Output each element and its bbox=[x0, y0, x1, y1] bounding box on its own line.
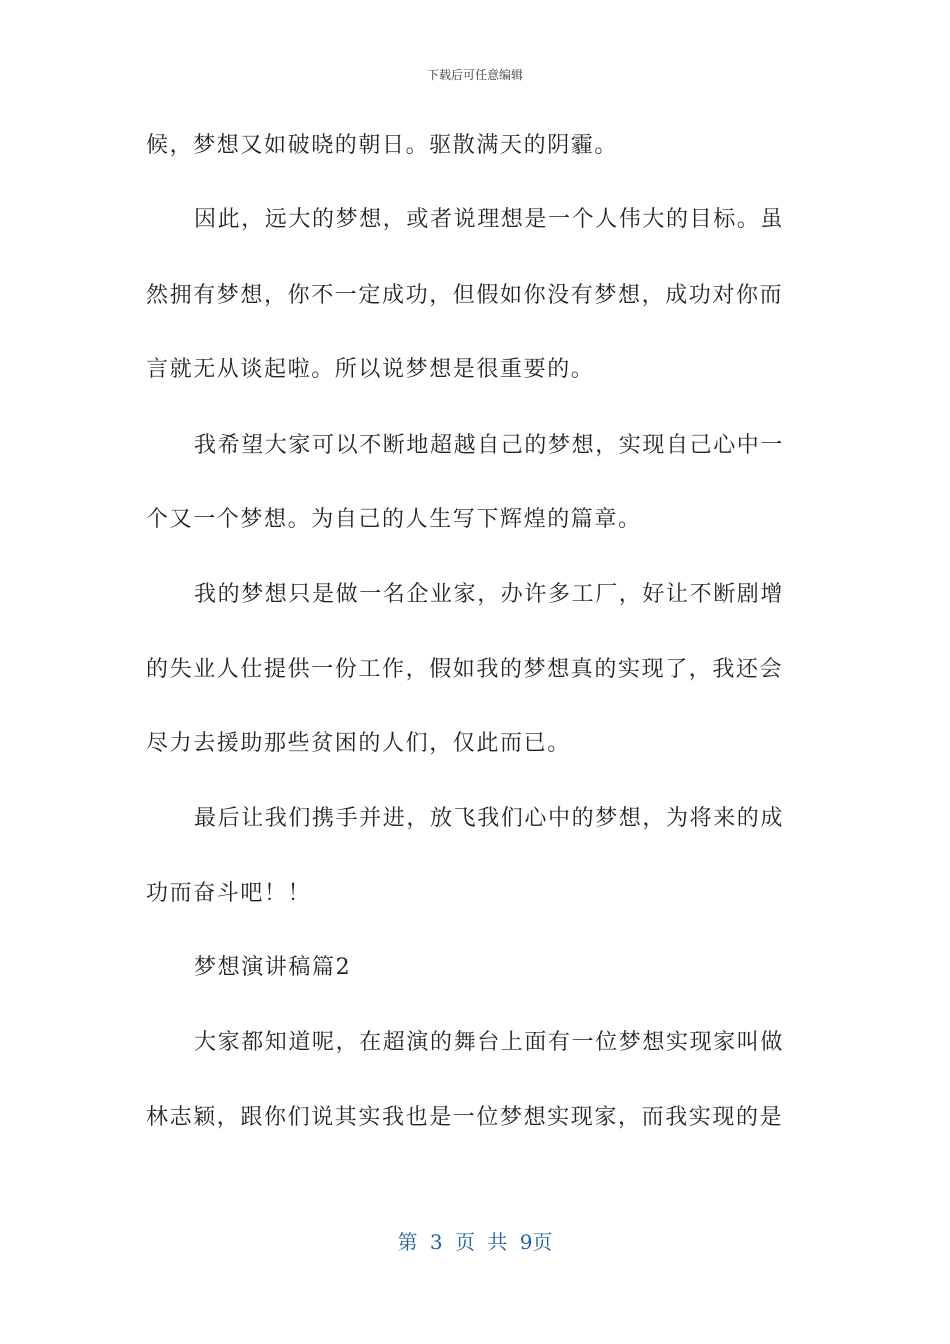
text-line: 我希望大家可以不断地超越自己的梦想，实现自己心中一 bbox=[194, 433, 785, 458]
text-line: 言就无从谈起啦。所以说梦想是很重要的。 bbox=[146, 357, 595, 382]
text-line: 最后让我们携手并进，放飞我们心中的梦想，为将来的成 bbox=[194, 806, 785, 831]
text-line: 林志颖，跟你们说其实我也是一位梦想实现家，而我实现的是 bbox=[146, 1105, 784, 1130]
text-line: 我的梦想只是做一名企业家，办许多工厂，好让不断剧增 bbox=[194, 582, 785, 607]
text-line: 尽力去援助那些贫困的人们，仅此而已。 bbox=[146, 731, 571, 756]
text-line: 大家都知道呢，在超演的舞台上面有一位梦想实现家叫做 bbox=[194, 1030, 785, 1055]
text-line: 因此，远大的梦想，或者说理想是一个人伟大的目标。虽 bbox=[194, 207, 785, 232]
page-footer: 第 3 页 共 9页 bbox=[397, 1230, 553, 1254]
page-header: 下载后可任意编辑 bbox=[426, 68, 523, 82]
section-heading: 梦想演讲稿篇2 bbox=[194, 955, 352, 980]
text-line: 的失业人仕提供一份工作，假如我的梦想真的实现了，我还会 bbox=[146, 657, 784, 682]
text-line: 候，梦想又如破晓的朝日。驱散满天的阴霾。 bbox=[146, 133, 619, 158]
text-line: 个又一个梦想。为自己的人生写下辉煌的篇章。 bbox=[146, 507, 642, 532]
text-line: 功而奋斗吧！！ bbox=[146, 881, 312, 906]
text-line: 然拥有梦想，你不一定成功，但假如你没有梦想，成功对你而 bbox=[146, 283, 784, 308]
